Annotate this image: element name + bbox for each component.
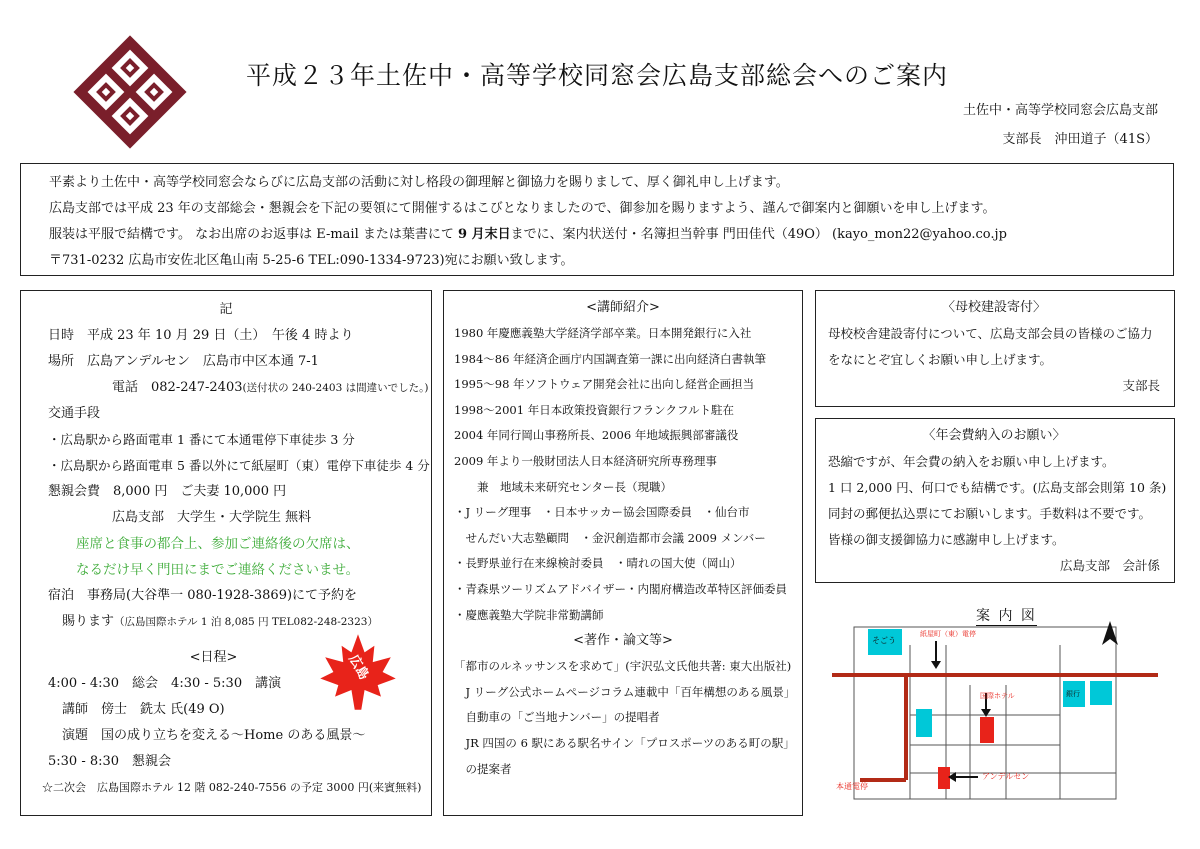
works-line: 「都市のルネッサンスを求めて」(宇沢弘文氏他共著: 東大出版社) <box>454 659 792 674</box>
access-map <box>820 605 1172 820</box>
transport-route-2: ・広島駅から路面電車 5 番以外にて紙屋町（東）電停下車徒歩 4 分 <box>48 458 430 473</box>
event-phone: 電話 082-247-2403(送付状の 240-2403 は間違いでした。) <box>112 380 429 395</box>
map-label-kokusai-hotel: 国際ホテル <box>980 692 1015 700</box>
transport-heading: 交通手段 <box>48 406 101 421</box>
profile-line: ・J リーグ理事 ・日本サッカー協会国際委員 ・仙台市 <box>454 505 750 520</box>
profile-line: 兼 地域未来研究センター長（現職） <box>454 479 673 494</box>
reply-deadline: 9 月末日 <box>458 227 511 242</box>
profile-line: 1984～86 年経済企画庁内国調査第一課に出向経済白書執筆 <box>454 351 767 366</box>
map-title: 案 内 図 <box>976 605 1037 626</box>
intro-paragraph-1: 平素より土佐中・高等学校同窓会ならびに広島支部の活動に対し格段の御理解と御協力を賜りまして、厚く御礼申し上げます。 <box>49 175 789 190</box>
donation-signature: 支部長 <box>1122 378 1160 393</box>
works-line: J リーグ公式ホームページコラム連載中「百年構想のある風景」 <box>454 684 796 699</box>
map-label-kamiyacho: 紙屋町（東）電停 <box>920 630 976 638</box>
branch-chief: 支部長 沖田道子（41S） <box>1002 132 1158 147</box>
profile-line: ・長野県並行在来線検討委員 ・晴れの国大使（岡山） <box>454 556 742 571</box>
profile-line: せんだい大志塾顧問 ・金沢創造都市会議 2009 メンバー <box>454 530 766 545</box>
intro-paragraph-2: 広島支部では平成 23 年の支部総会・懇親会を下記の要領にて開催するはこびとなりましたので、御参加を賜りますよう、謹んで御案内と御願いを申し上げます。 <box>49 201 996 216</box>
transport-route-1: ・広島駅から路面電車 1 番にて本通電停下車徒歩 3 分 <box>48 432 355 447</box>
student-fee: 広島支部 大学生・大学院生 無料 <box>112 510 312 525</box>
map-label-andersen: アンデルセン <box>982 772 1030 781</box>
map-label-sogo: そごう <box>872 636 896 645</box>
works-line: 自動車の「ご当地ナンバー」の提唱者 <box>454 710 660 725</box>
schedule-line-2: 5:30 - 8:30 懇親会 <box>48 754 172 769</box>
profile-line: 1980 年慶應義塾大学経済学部卒業。日本開発銀行に入社 <box>454 326 752 340</box>
leaf-label: 広島 <box>345 652 372 683</box>
donation-line-1: 母校校舎建設寄付について、広島支部会員の皆様のご協力 <box>828 326 1153 341</box>
donation-box <box>815 290 1175 407</box>
dues-line: 皆様の御支援御協力に感謝申し上げます。 <box>828 532 1065 547</box>
map-label-hondori-stop: 本通電停 <box>836 782 868 791</box>
lodging-info-2: 賜ります（広島国際ホテル 1 泊 8,085 円 TEL082-248-2323） <box>62 614 378 629</box>
dues-signature: 広島支部 会計係 <box>1059 558 1160 573</box>
dues-heading: 〈年会費納入のお願い〉 <box>922 428 1066 443</box>
lodging-info-1: 宿泊 事務局(大谷準一 080-1928-3869)にて予約を <box>48 588 358 603</box>
cancellation-notice-2: なるだけ早く門田にまでご連絡くださいませ。 <box>76 562 360 578</box>
after-party-info: ☆二次会 広島国際ホテル 12 階 082-240-7556 の予定 3000 円(来賓無料) <box>42 781 422 794</box>
party-fee: 懇親会費 8,000 円 ご夫妻 10,000 円 <box>48 484 287 499</box>
speaker-profile-box <box>443 290 803 816</box>
schedule-heading: <日程> <box>189 650 238 665</box>
profile-line: ・青森県ツーリズムアドバイザー・内閣府構造改革特区評価委員 <box>454 581 788 596</box>
event-details-box <box>20 290 432 816</box>
donation-heading: 〈母校建設寄付〉 <box>941 300 1046 315</box>
page-title: 平成２３年土佐中・高等学校同窓会広島支部総会へのご案内 <box>246 61 949 90</box>
donation-line-2: をなにとぞ宜しくお願い申し上げます。 <box>828 352 1053 367</box>
profile-line: 1998～2001 年日本政策投資銀行フランクフルト駐在 <box>454 402 734 417</box>
school-crest-logo <box>72 34 188 150</box>
map-label-bank: 銀行 <box>1066 690 1080 698</box>
intro-paragraph-4: 〒731-0232 広島市安佐北区亀山南 5-25-6 TEL:090-1334-9723)宛にお願い致します。 <box>49 253 574 268</box>
dues-line: 1 口 2,000 円、何口でも結構です。(広島支部会則第 10 条) <box>828 480 1167 495</box>
speaker-profile-heading: <講師紹介> <box>586 300 660 315</box>
organization-name: 土佐中・高等学校同窓会広島支部 <box>962 103 1158 118</box>
phone-correction-note: (送付状の 240-2403 は間違いでした。) <box>242 382 429 394</box>
intro-box <box>20 163 1174 276</box>
profile-line: ・慶應義塾大学院非常勤講師 <box>454 607 604 622</box>
profile-line: 1995～98 年ソフトウェア開発会社に出向し経営企画担当 <box>454 377 755 392</box>
intro-paragraph-3: 服装は平服で結構です。 なお出席のお返事は E-mail または葉書にて 9 月末日までに、案内状送付・名簿担当幹事 門田佳代（49O） (kayo_mon22@yahoo.co.jp <box>49 227 1007 242</box>
cancellation-notice-1: 座席と食事の都合上、参加ご連絡後の欠席は、 <box>76 536 360 552</box>
schedule-line-1: 4:00 - 4:30 総会 4:30 - 5:30 講演 <box>48 676 282 691</box>
profile-line: 2004 年同行岡山事務所長、2006 年地域振興部審議役 <box>454 428 739 443</box>
event-date: 日時 平成 23 年 10 月 29 日（土） 午後 4 時より <box>48 328 354 343</box>
profile-line: 2009 年より一般財団法人日本経済研究所専務理事 <box>454 453 717 468</box>
lecture-topic: 演題 国の成り立ちを変える～Home のある風景～ <box>62 728 366 743</box>
dues-line: 恐縮ですが、年会費の納入をお願い申し上げます。 <box>828 454 1115 469</box>
lecture-speaker: 講師 傍士 銑太 氏(49 O) <box>62 702 225 717</box>
lodging-note: （広島国際ホテル 1 泊 8,085 円 TEL082-248-2323） <box>114 616 378 628</box>
details-heading: 記 <box>219 302 233 317</box>
dues-line: 同封の郵便払込票にてお願いします。手数料は不要です。 <box>828 506 1152 521</box>
annual-dues-box <box>815 418 1175 583</box>
works-line: JR 四国の 6 駅にある駅名サイン「プロスポーツのある町の駅」 <box>454 735 795 750</box>
works-line: の提案者 <box>454 761 512 776</box>
works-heading: <著作・論文等> <box>573 633 673 649</box>
event-place: 場所 広島アンデルセン 広島市中区本通 7-1 <box>48 354 319 369</box>
